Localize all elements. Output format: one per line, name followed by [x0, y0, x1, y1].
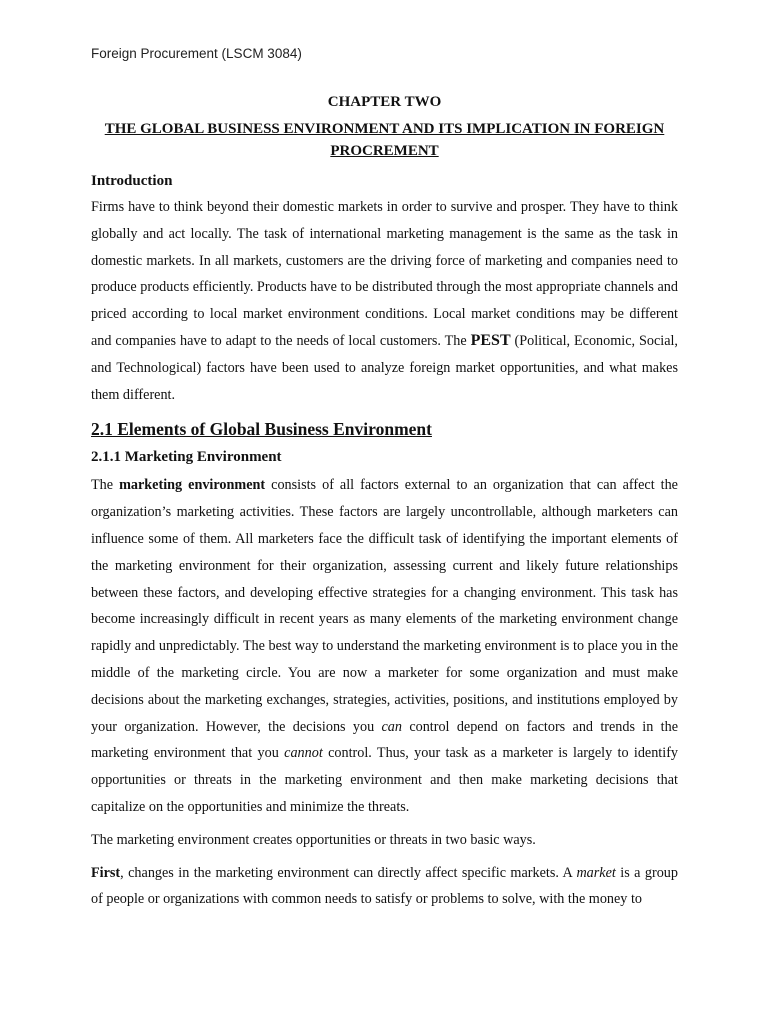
marketing-environment-term: marketing environment: [119, 477, 266, 494]
opportunities-paragraph: The marketing environment creates opportunities or threats in two basic ways.: [91, 831, 536, 848]
chapter-label: CHAPTER TWO: [327, 94, 442, 110]
document-body: [91, 92, 678, 913]
subsection-heading-2-1-1: [91, 446, 678, 468]
chapter-title: THE GLOBAL BUSINESS ENVIRONMENT AND ITS IMPLICATION IN FOREIGN PROCREMENT: [104, 121, 665, 159]
can-emphasis: can: [381, 718, 402, 735]
me-text-1: The: [91, 477, 120, 494]
first-term: First: [91, 864, 121, 881]
subsection-number: 2.1.1: [91, 449, 121, 466]
me-text-2: consists of all factors external to an organization that can affect the organization’s marketing activities. These factors are largely uncontrollable, although marketers can influence some of them. All marketers face the difficult task of identifying the important elements of the marketing environment for their organization, assessing current and likely future relationships between these factors, and developing effective strategies for a changing environment. This task has become increasingly difficult in recent years as many elements of the marketing environment change rapidly and unpredictably. The best way to understand the marketing environment is to place you in the middle of the marketing circle. You are now a marketer for some organization and must make decisions about the marketing exchanges, strategies, activities, positions, and institutions employed by your organization. However, the decisions you: [91, 477, 678, 735]
introduction-paragraph: [91, 194, 678, 408]
me-text-4: control. Thus, your task as a marketer is largely to identify opportunities or threats in the marketing environment and then make marketing decisions that capitalize on the opportunities and minimize the threats.: [91, 745, 679, 815]
first-paragraph: [91, 860, 678, 914]
market-emphasis: market: [576, 864, 616, 881]
pest-term: PEST: [470, 331, 511, 349]
section-heading-2-1: 2.1 Elements of Global Business Environment: [91, 419, 432, 440]
introduction-heading: Introduction: [91, 173, 173, 189]
first-text-2: is a group of people or organizations with common needs to satisfy or problems to solve, with the money to: [91, 864, 678, 908]
running-header: Foreign Procurement (LSCM 3084): [91, 46, 302, 61]
subsection-title: Marketing Environment: [121, 449, 282, 466]
cannot-emphasis: cannot: [284, 745, 323, 762]
intro-text-2: (Political, Economic, Social, and Technological) factors have been used to analyze foreign market opportunities, and what makes them different.: [91, 332, 678, 403]
intro-text-1: Firms have to think beyond their domestic markets in order to survive and prosper. They have to think globally and act locally. The task of international marketing management is the same as the task in domestic markets. In all markets, customers are the driving force of marketing and companies need to produce products efficiently. Products have to be distributed through the most appropriate channels and priced according to local market environment conditions. Local market conditions may be different and companies have to adapt to the needs of local customers. The: [91, 199, 678, 349]
marketing-environment-paragraph: [91, 472, 678, 820]
first-text-1: , changes in the marketing environment can directly affect specific markets. A: [120, 864, 577, 881]
me-text-3: control depend on factors and trends in the marketing environment that you: [91, 718, 678, 762]
